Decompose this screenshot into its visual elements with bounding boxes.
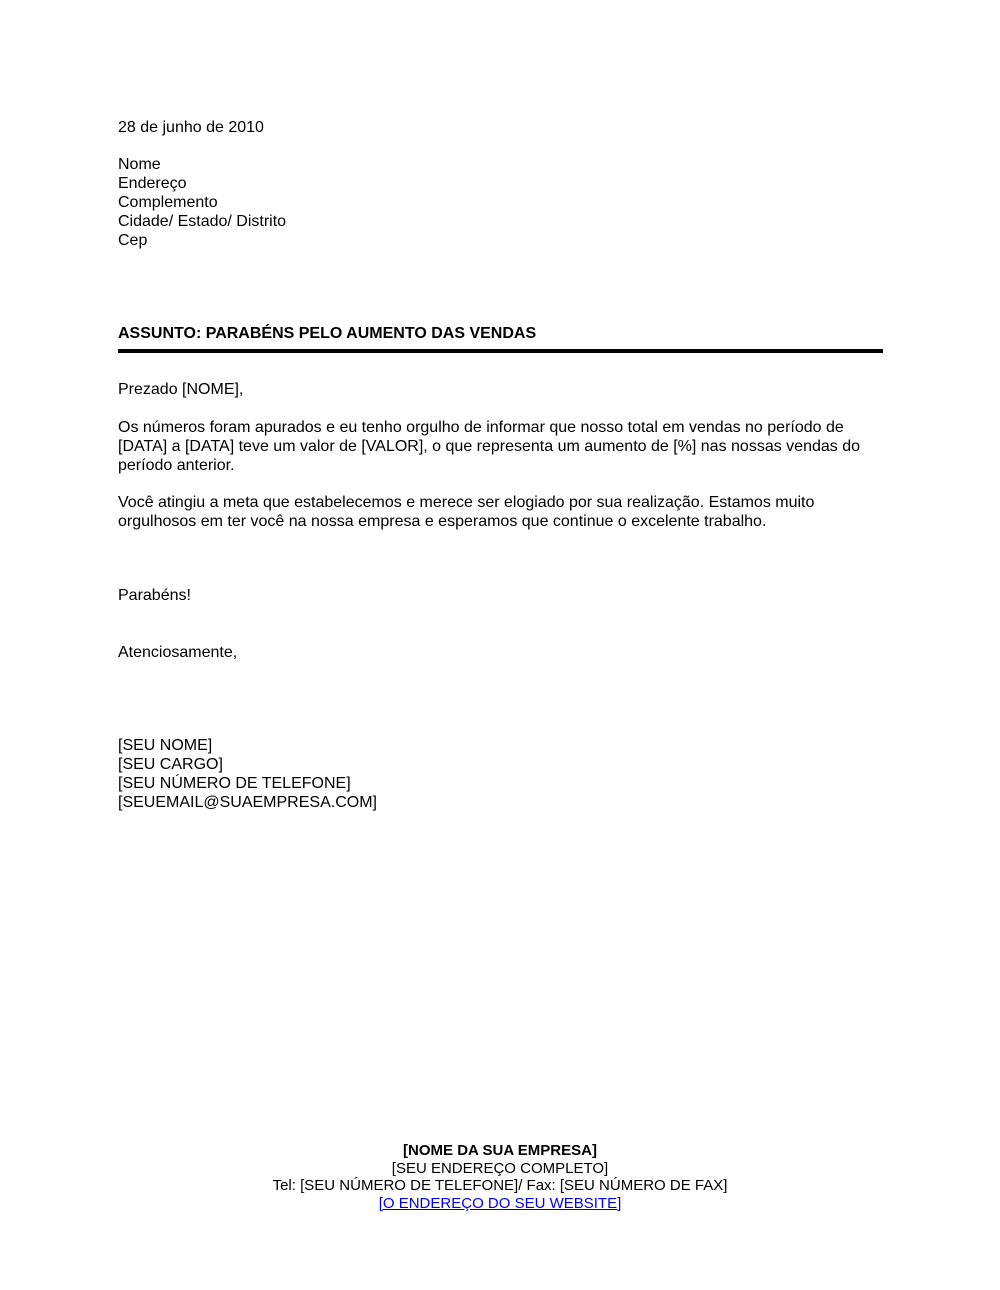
congratulations-line: Parabéns!: [118, 587, 191, 604]
recipient-address: Endereço: [118, 175, 187, 192]
salutation: Prezado [NOME],: [118, 381, 244, 398]
body-paragraph-2: Você atingiu a meta que estabelecemos e merece ser elogiado por sua realização. Estamos muito orgulhosos em ter você na nossa empresa e esperamos que continue o excelente trabalho.: [118, 494, 815, 530]
body-paragraph-1: Os números foram apurados e eu tenho orgulho de informar que nosso total em vendas no período de [DATA] a [DATA] teve um valor de [VALOR], o que representa um aumento de [%] nas nossas vendas do período anterior.: [118, 419, 860, 474]
recipient-complement: Complemento: [118, 194, 218, 211]
signature-block: [118, 736, 888, 812]
letter-date: 28 de junho de 2010: [118, 119, 264, 136]
sender-name: [SEU NOME]: [118, 737, 213, 754]
recipient-city-state: Cidade/ Estado/ Distrito: [118, 213, 287, 230]
recipient-name: Nome: [118, 156, 161, 173]
footer-address: [SEU ENDEREÇO COMPLETO]: [391, 1159, 609, 1177]
subject-line: ASSUNTO: PARABÉNS PELO AUMENTO DAS VENDAS: [118, 325, 537, 342]
sender-phone: [SEU NÚMERO DE TELEFONE]: [118, 775, 351, 792]
footer-contact: Tel: [SEU NÚMERO DE TELEFONE]/ Fax: [SEU NÚMERO DE FAX]: [272, 1177, 728, 1194]
recipient-address-block: [118, 155, 888, 250]
sender-title: [SEU CARGO]: [118, 756, 223, 773]
sender-email: [SEUEMAIL@SUAEMPRESA.COM]: [118, 794, 377, 811]
footer-company-name: [NOME DA SUA EMPRESA]: [403, 1142, 597, 1159]
closing-line: Atenciosamente,: [118, 644, 238, 661]
recipient-zip: Cep: [118, 232, 148, 249]
letterhead-footer: [0, 1142, 1000, 1212]
subject-divider: [118, 349, 883, 353]
footer-website-link[interactable]: [O ENDEREÇO DO SEU WEBSITE]: [378, 1194, 622, 1212]
